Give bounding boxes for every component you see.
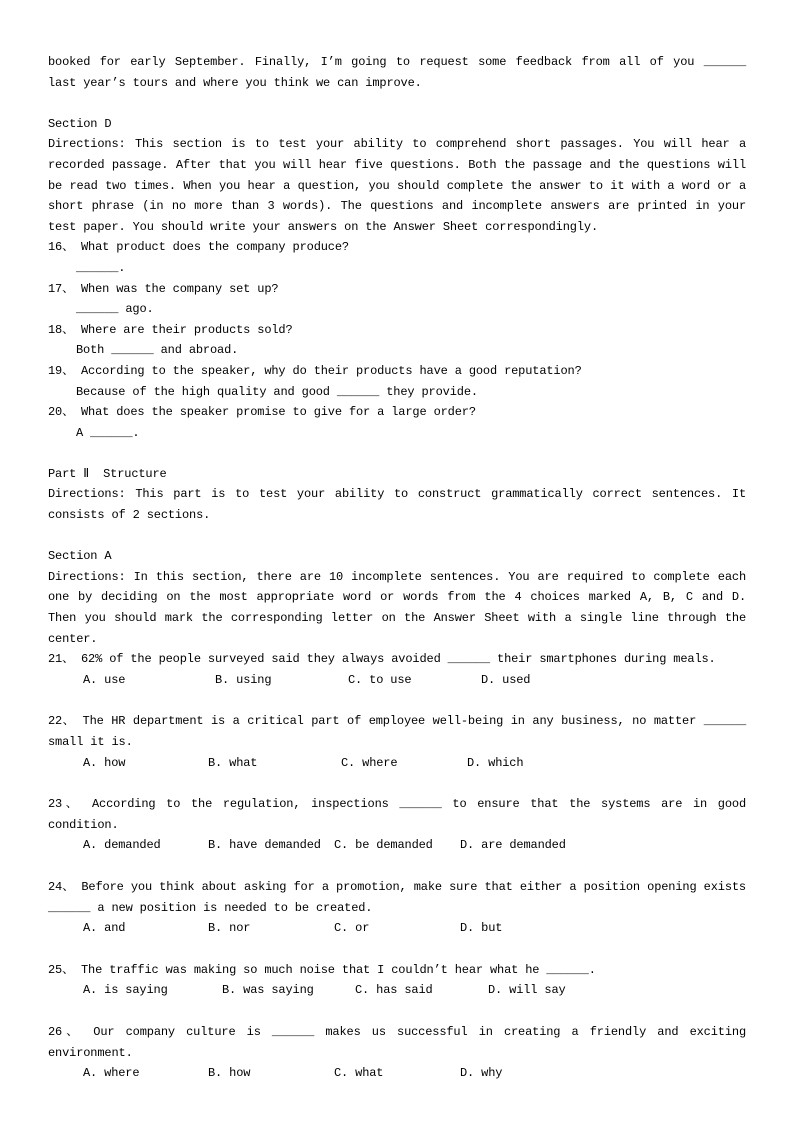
- option-26-b: B. how: [208, 1066, 251, 1081]
- option-24-c: C. or: [334, 921, 370, 936]
- option-23-b: B. have demanded: [208, 838, 321, 853]
- option-21-d: D. used: [481, 672, 531, 687]
- option-26-c: C. what: [334, 1066, 384, 1081]
- question-21: 21、 62% of the people surveyed said they always avoided ______ their smartphones during meals.: [48, 652, 716, 667]
- section-a-title: Section A: [48, 549, 112, 564]
- option-22-b: B. what: [208, 755, 258, 770]
- question-20: 20、 What does the speaker promise to give for a large order?: [48, 405, 476, 420]
- option-22-d: D. which: [467, 755, 524, 770]
- question-19: 19、 According to the speaker, why do their products have a good reputation?: [48, 363, 582, 378]
- options-23: [48, 835, 746, 856]
- option-23-a: A. demanded: [83, 838, 161, 853]
- options-24: [48, 918, 746, 939]
- question-17: 17、 When was the company set up?: [48, 281, 279, 296]
- answer-16: ______.: [76, 260, 126, 275]
- option-26-d: D. why: [460, 1066, 503, 1081]
- options-26: [48, 1063, 746, 1084]
- option-26-a: A. where: [83, 1066, 140, 1081]
- option-21-c: C. to use: [348, 672, 412, 687]
- question-25: 25、 The traffic was making so much noise that I couldn’t hear what he ______.: [48, 962, 596, 977]
- options-25: [48, 980, 746, 1001]
- answer-20: A ______.: [76, 425, 140, 440]
- intro-paragraph: booked for early September. Finally, I’m going to request some feedback from all of you ______ last year’s tours and where you think we can improve.: [48, 55, 746, 90]
- option-22-c: C. where: [341, 755, 398, 770]
- question-16: 16、 What product does the company produce?: [48, 240, 349, 255]
- question-26: 26、 Our company culture is ______ makes us successful in creating a friendly and exciting environment.: [48, 1024, 746, 1060]
- answer-17: ______ ago.: [76, 302, 154, 317]
- option-25-d: D. will say: [488, 983, 566, 998]
- option-23-d: D. are demanded: [460, 838, 566, 853]
- option-22-a: A. how: [83, 755, 126, 770]
- answer-18: Both ______ and abroad.: [76, 343, 239, 358]
- option-25-b: B. was saying: [222, 983, 314, 998]
- options-21: [48, 670, 746, 691]
- option-24-a: A. and: [83, 921, 126, 936]
- option-21-b: B. using: [215, 672, 272, 687]
- question-22: 22、 The HR department is a critical part of employee well-being in any business, no matter ______ small it is.: [48, 714, 746, 749]
- section-a-directions: Directions: In this section, there are 10 incomplete sentences. You are required to complete each one by deciding on the most appropriate word or words from the 4 choices marked A, B, C and D. Then you should mark the corresponding letter on the Answer Sheet with a single line through the center.: [48, 569, 746, 646]
- part2-title: Part Ⅱ Structure: [48, 466, 167, 481]
- option-24-d: D. but: [460, 921, 503, 936]
- options-22: [48, 753, 746, 774]
- option-23-c: C. be demanded: [334, 838, 433, 853]
- question-23: 23、 According to the regulation, inspections ______ to ensure that the systems are in good condition.: [48, 797, 746, 832]
- option-24-b: B. nor: [208, 921, 251, 936]
- section-d-directions: Directions: This section is to test your ability to comprehend short passages. You will hear a recorded passage. After that you will hear five questions. Both the passage and the questions will be read two times. When you hear a question, you should complete the answer to it with a word or a short phrase (in no more than 3 words). The questions and incomplete answers are printed in your test paper. You should write your answers on the Answer Sheet correspondingly.: [48, 137, 746, 234]
- section-d-title: Section D: [48, 116, 112, 131]
- answer-19: Because of the high quality and good ______ they provide.: [76, 384, 478, 399]
- option-25-a: A. is saying: [83, 983, 168, 998]
- question-18: 18、 Where are their products sold?: [48, 322, 293, 337]
- option-25-c: C. has said: [355, 983, 433, 998]
- document-page: [48, 0, 746, 1084]
- question-24: 24、 Before you think about asking for a promotion, make sure that either a position opening exists ______ a new position is needed to be created.: [48, 879, 746, 915]
- part2-directions: Directions: This part is to test your ability to construct grammatically correct sentences. It consists of 2 sections.: [48, 487, 746, 523]
- option-21-a: A. use: [83, 672, 126, 687]
